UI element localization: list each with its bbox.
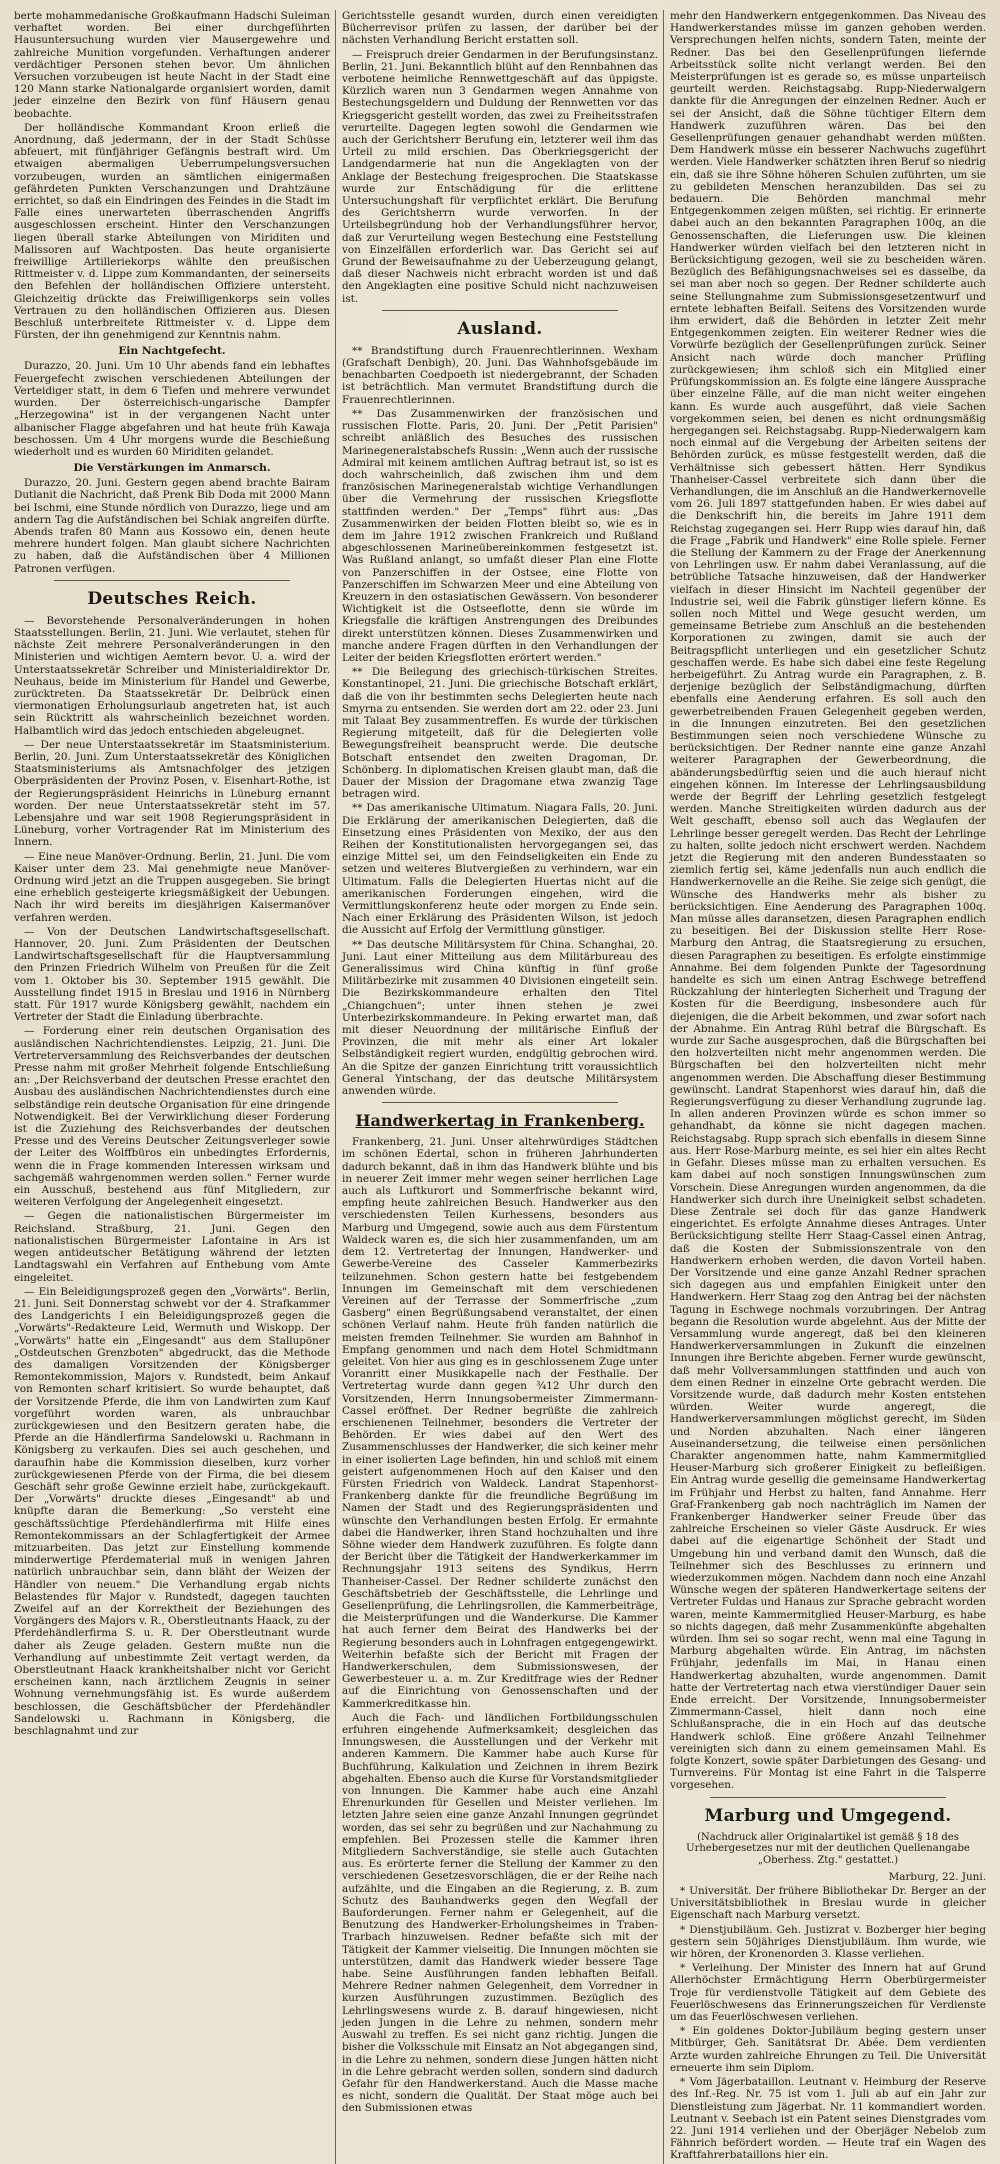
article-paragraph: * Ein goldenes Doktor-Jubiläum beging gestern unser Mitbürger, Geh. Sanitätsrat Dr. Abée. Dem verdienten Arzte wurden zahlreiche Ehrungen zu Teil. Die Universität erneuerte ihm sein Diplom. [670,2025,986,2074]
article-paragraph: ** Das deutsche Militärsystem für China. Schanghai, 20. Juni. Laut einer Mitteilung aus dem Militärbureau des Generalissimus wird China künftig in fünf große Militärbezirke mit zusammen 40 Divisionen eingeteilt sein. Die Bezirkskommandeure erhalten den Titel „Chiangchuen"; unter ihnen stehen je zwei Unterbezirkskommandeure. In Peking erwartet man, daß mit dieser Neuordnung der militärische Einfluß der Provinzen, die mit mehr als einer Art lokaler Selbständigkeit regiert wurden, endgültig gebrochen wird. An die Spitze der ganzen Einrichtung tritt voraussichtlich General Yintschang, der das deutsche Militärsystem anwenden würde. [342,938,658,1098]
subheading-verstaerkungen: Die Verstärkungen im Anmarsch. [73,462,271,475]
article-paragraph: ** Das amerikanische Ultimatum. Niagara Falls, 20. Juni. Die Erklärung der amerikanischen Delegierten, daß die Einsetzung eines Präsidenten von Mexiko, der aus den Reihen der Konstitutionalisten hervorgegangen sei, das einzige Mittel sei, um den Feindseligkeiten ein Ende zu setzen und weiteres Blutvergießen zu verhindern, war ein Ultimatum. Falls die Delegierten Huertas nicht auf die amerikanischen Forderungen eingehen, wird die Vermittlungskonferenz heute oder morgen zu Ende sein. Nach einer Erklärung des Präsidenten Wilson, ist jedoch die Aussicht auf Erfolg der Vermittlung günstiger. [342,802,658,937]
article-paragraph: — Bevorstehende Personalveränderungen in hohen Staatsstellungen. Berlin, 21. Juni. Wie verlautet, stehen für nächste Zeit mehrere Personalveränderungen in den Ministerien und wichtigen Aemtern bevor. U. a. wird der Unterstaatssekretär Schreiber und Ministerialdirektor Dr. Neuhaus, beide im Ministerium für Handel und Gewerbe, zurücktreten. Da Staatssekretär Dr. Delbrück einen viermonatigen Erholungsurlaub angetreten hat, ist auch sein Rücktritt als wahrscheinlich bezeichnet worden. Halbamtlich wird das jedoch entschieden abgeleugnet. [14,614,330,737]
divider [382,310,618,311]
divider [382,1102,618,1103]
article-paragraph: — Ein Beleidigungsprozeß gegen den „Vorwärts". Berlin, 21. Juni. Seit Donnerstag schwebt vor der 4. Strafkammer des Landgerichts I ein Beleidigungsprozeß gegen die „Vorwärts"-Redakteure Leid, Wermuth und Wiskopp. Der „Vorwärts" hatte ein „Eingesandt" aus dem Stallupöner „Ostdeutschen Grenzboten" abgedruckt, das die Methode des damaligen Vorsitzenden der Königsberger Remontekommission, Majors v. Rundstedt, beim Ankauf von Remonten scharf kritisiert. So wurde behauptet, daß der Vorsitzende Pferde, die ihm von Landwirten zum Kauf vorgeführt worden waren, als unbrauchbar zurückgewiesen und den Besitzern geraten habe, die Pferde an die Händlerfirma Sandelowski u. Rachmann in Königsberg zu verkaufen. Dies sei auch geschehen, und daraufhin habe die Kommission dieselben, kurz vorher zurückgewiesenen Pferde von der Firma, die bei diesem Geschäft sehr große Gewinne erzielt habe, zurückgekauft. Der „Vorwärts" druckte dieses „Eingesandt" ab und knüpfte daran die Bemerkung: „So versteht eine geschäftssüchtige Pferdehändlerfirma mit Hilfe eines Remontekommissars an der Schlagfertigkeit der Armee mitzuarbeiten. Das jetzt zur Einstellung kommende minderwertige Pferdematerial muß in wenigen Jahren natürlich unbrauchbar sein, dann bläht der Weizen der Händler von neuem." Die Verhandlung ergab nichts Belastendes für Major v. Rundstedt, dagegen tauchten Zweifel auf an der Korrektheit der Beziehungen des Vorgängers des Majors v. R., Oberstleutnants Haack, zu der Pferdehändlerfirma S. u. R. Der Oberstleutnant wurde daher als Zeuge geladen. Gestern mußte nun die Verhandlung auf unbestimmte Zeit vertagt werden, da Oberstleutnant Haack krankheitshalber nicht vor Gericht erscheinen kann, nach ärztlichem Zeugnis in seiner Wohnung vernehmungsfähig ist. Es wurde außerdem beschlossen, die Geschäftsbücher der Pferdehändler Sandelowski u. Rachmann in Königsberg, die beschlagnahmt und zur [14,1285,330,1738]
article-paragraph: * Vom Jägerbataillon. Leutnant v. Heimburg der Reserve des Inf.-Reg. Nr. 75 ist vom 1. Juli ab auf ein Jahr zur Dienstleistung zum Jägerbat. Nr. 11 kommandiert worden. Leutnant v. Seebach ist ein Patent seines Dienstgrades vom 22. Juni 1914 verliehen und der Oberjäger Nebelob zum Fähnrich befördert worden. — Heute traf ein Wagen des Kraftfahrerbataillons hier ein. [670,2076,986,2162]
section-heading-handwerkertag: Handwerkertag in Frankenberg. [355,1111,645,1131]
article-paragraph: * Dienstjubiläum. Geh. Justizrat v. Bozberger hier beging gestern sein 50jähriges Dienstjubiläum. Ihm wurde, wie wir hören, der Kronenorden 3. Klasse verliehen. [670,1923,986,1961]
article-paragraph: — Gegen die nationalistischen Bürgermeister im Reichsland. Straßburg, 21. Juni. Gegen den nationalistischen Bürgermeister Lafontaine in Ars ist wegen antideutscher Betätigung während der letzten Landtagswahl ein Verfahren auf Enthebung vom Amte eingeleitet. [14,1210,330,1284]
reprint-notice: (Nachdruck aller Originalartikel ist gemäß § 18 des Urhebergesetzes nur mit der deutlichen Quellenangabe „Oberhess. Ztg." gestattet.) [686,1831,970,1867]
column-2 [342,10,658,2164]
section-heading-ausland: Ausland. [457,318,543,339]
article-paragraph: — Der neue Unterstaatssekretär im Staatsministerium. Berlin, 20. Juni. Zum Unterstaatssekretär des Königlichen Staatsministeriums als Amtsnachfolger des jetzigen Oberpräsidenten der Provinz Posen, v. Eisenhart-Rothe, ist der Regierungspräsident Heinrichs in Lüneburg ernannt worden. Der neue Unterstaatssekretär steht im 57. Lebensjahre und war seit 1908 Regierungspräsident in Lüneburg, vorher Vortragender Rat im Ministerium des Innern. [14,738,330,849]
column-1 [14,10,330,2164]
divider [54,580,290,581]
article-paragraph: Durazzo, 20. Juni. Gestern gegen abend brachte Bairam Dutlanit die Nachricht, daß Prenk Bib Doda mit 2000 Mann bei Ischmi, eine Stunde nördlich von Durazzo, liege und am andern Tag die Aufständischen bei Schiak angreifen dürfte. Abends trafen 80 Mann aus Kossowo ein, denen heute mehrere hundert folgen. Man glaubt sichere Nachrichten zu haben, daß die Aufständischen über 4 Millionen Patronen verfügen. [14,477,330,575]
article-paragraph: * Universität. Der frühere Bibliothekar Dr. Berger an der Universitätsbibliothek in Breslau wurde in gleicher Eigenschaft nach Marburg versetzt. [670,1885,986,1922]
article-paragraph: Der holländische Kommandant Kroon erließ die Anordnung, daß jedermann, der in der Stadt Schüsse abfeuert, mit fünfjähriger Gefängnis bestraft wird. Um etwaigen abermaligen Ueberrumpelungsversuchen vorzubeugen, wurden an sämtlichen einigermaßen gefährdeten Punkten Verschanzungen und Drahtzäune errichtet, so daß ein Eindringen des Feindes in die Stadt im Falle eines unerwarteten überraschenden Angriffs ausgeschlossen erscheint. Hinter den Verschanzungen liegen überall starke Abteilungen von Miriditen und Malissoren auf Wachtposten. Das heute organisierte freiwillige Artilleriekorps wählte den preußischen Rittmeister v. d. Lippe zum Kommandanten, der seinerseits den Befehlen der holländischen Offiziere untersteht. Gleichzeitig drückte das Freiwilligenkorps sein volles Vertrauen zu den holländischen Offizieren aus. Diesen Beschluß unterbreitete Rittmeister v. d. Lippe dem Fürsten, der ihn genehmigend zur Kenntnis nahm. [14,121,330,342]
dateline: Marburg, 22. Juni. [888,1871,986,1884]
article-paragraph: * Verleihung. Der Minister des Innern hat auf Grund Allerhöchster Ermächtigung Herrn Oberbürgermeister Troje für verdienstvolle Tätigkeit auf dem Gebiete des Feuerlöschwesens das Erinnerungszeichen für Verdienste um das Feuerlöschwesen verliehen. [670,1962,986,2024]
article-paragraph: ** Brandstiftung durch Frauenrechtlerinnen. Wexham (Grafschaft Denbigh), 20. Juni. Das Wahnhofsgebäude im benachbarten Coedpoeth ist niedergebrannt, der Schaden ist beträchtlich. Man vermutet Brandstiftung durch die Frauenrechtlerinnen. [342,344,658,406]
article-paragraph: ** Das Zusammenwirken der französischen und russischen Flotte. Paris, 20. Juni. Der „Petit Parisien" schreibt anläßlich des Besuches des russischen Marinegeneralstabschefs Russin: „Wenn auch der russische Admiral mit keinem amtlichen Auftrag betraut ist, so ist es doch wahrscheinlich, daß zwischen ihm und dem französischen Marinegeneralstab wichtige Verhandlungen über die Vermehrung der russischen Kriegsflotte stattfinden werden." Der „Temps" führt aus: „Das Zusammenwirken der beiden Flotten bleibt so, wie es in dem im Jahre 1912 zwischen Frankreich und Rußland abgeschlossenen Marineübereinkommen festgesetzt ist. Was Rußland anlangt, so umfaßt dieser Plan eine Flotte von Panzerschiffen in der Ostsee, eine Flotte von Panzerschiffen im Schwarzen Meer und eine Abteilung von Kreuzern in den ostasiatischen Gewässern. Von besonderer Wichtigkeit ist die Ostseeflotte, denn sie würde im Kriegsfalle die kräftigen Anstrengungen des Dreibundes direkt unterstützen können. Dieses Zusammenwirken und manche andere Fragen dürften in den Verhandlungen der Leiter der beiden Kriegsflotten erörtert werden." [342,407,659,664]
subheading-nachtgefecht: Ein Nachtgefecht. [118,345,226,358]
article-paragraph: Auch die Fach- und ländlichen Fortbildungsschulen erfuhren eingehende Aufmerksamkeit; desgleichen das Innungswesen, die Ausstellungen und der Verkehr mit anderen Kammern. Die Kammer habe auch Kurse für Buchführung, Kalkulation und Zeichnen in ihrem Bezirk abgehalten. Ebenso auch die Kurse für Vorstandsmitglieder von Innungen. Die Kammer habe auch eine Anzahl Ehrenurkunden für Gesellen und Meister verliehen. Im letzten Jahre seien eine ganze Anzahl Innungen gegründet worden, das sei sehr zu begrüßen und zur Nachahmung zu empfehlen. Bei Prozessen stelle die Kammer ihren Mitgliedern Sachverständige, sie stelle auch Gutachten aus. Es erörterte ferner die Stellung der Kammer zu den verschiedenen Gesetzesvorschlägen, die er der Reihe nach aufzählte, und die Eingaben an die Regierung, z. B. zum Schutz des Bauhandwerks gegen den Wegfall der Bauforderungen. Ferner nahm er Gelegenheit, auf die Benutzung des Handwerker-Erholungsheimes in Traben-Trarbach hinzuweisen. Redner befaßte sich mit der Tätigkeit der Kammer vielseitig. Die Innungen möchten sie unterstützen, damit das Handwerk wieder bessere Tage habe. Seine Ausführungen fanden lebhaften Beifall. Mehrere Redner nahmen Gelegenheit, dem Vorredner in kurzen Ausführungen zuzustimmen. Bezüglich des Lehrlingswesens wurde z. B. darauf hingewiesen, nicht jeden Jungen in die Lehre zu nehmen, sondern mehr Auswahl zu treffen. Es sei nicht ganz richtig. Jungen die bisher die Volksschule mit Einsatz an Not abgegangen sind, in die Lehre zu nehmen, sondern diese Jungen hätten nicht in die Lehre gebracht werden sollen, sondern sind dadurch Gefahr für den Handwerkerstand. Auch die Masse mache es nicht, sondern die Qualität. Der Staat möge auch bei den Submissionen etwas [342,1711,658,2115]
article-paragraph: — Von der Deutschen Landwirtschaftsgesellschaft. Hannover, 20. Juni. Zum Präsidenten der Deutschen Landwirtschaftsgesellschaft für die Hauptversammlung den Prinzen Friedrich Wilhelm von Preußen für die Zeit vom 1. Oktober bis 30. September 1915 gewählt. Die Ausstellung findet 1915 in Breslau und 1916 in Nürnberg statt. Für 1917 wurde Königsberg gewählt, nachdem ein Vertreter der Stadt die Einladung überbrachte. [14,925,330,1024]
column-3 [670,10,986,2164]
section-heading-deutsches-reich: Deutsches Reich. [87,588,257,609]
article-paragraph: — Forderung einer rein deutschen Organisation des ausländischen Nachrichtendienstes. Leipzig, 21. Juni. Die Vertreterversammlung des Reichsverbandes der deutschen Presse nahm mit großer Mehrheit folgende Entschließung an: „Der Reichsverband der deutschen Presse erachtet den Ausbau des ausländischen Nachrichtendienstes durch eine selbständige rein deutsche Organisation für eine dringende Notwendigkeit. Bei der Verwirklichung dieser Forderung ist die Zuziehung des Reichsverbandes der deutschen Presse und des Vereins Deutscher Zeitungsverleger sowie der Leiter des Wolffbüros ein unbedingtes Erfordernis, wenn die in Frage kommenden Interessen wirksam und sachgemäß wahrgenommen werden sollen." Ferner wurde ein Ausschuß, bestehend aus fünf Mitgliedern, zur weiteren Verfolgung der Angelegenheit eingesetzt. [14,1025,330,1209]
article-paragraph: — Freispruch dreier Gendarmen in der Berufungsinstanz. Berlin, 21. Juni. Bekanntlich blüht auf den Rennbahnen das verbotene heimliche Rennwettgeschäft auf das üppigste. Kürzlich waren nun 3 Gendarmen wegen Annahme von Bestechungsgeldern und Duldung der Rennwetten vor das Kriegsgericht gestellt worden, das zwei zu Freiheitsstrafen verurteilte. Dagegen legten sowohl die Gendarmen wie auch der Gerichtsherr Berufung ein, letzterer weil ihm das Urteil zu mild erschien. Das Oberkriegsgericht der Landgendarmerie hat nun die Angeklagten von der Anklage der Bestechung freigesprochen. Die Staatskasse wurde zur Entschädigung für die erlittene Untersuchungshaft für verpflichtet erklärt. Die Berufung des Gerichtsherrn wurde verworfen. In der Urteilsbegründung hob der Verhandlungsführer hervor, daß zur Verurteilung wegen Bestechung eine Feststellung von Einzelfällen erforderlich war. Das Gericht sei auf Grund der Beweisaufnahme zu der Ueberzeugung gelangt, daß dieser Nachweis nicht erbracht worden ist und daß den Angeklagten eine positive Schuld nicht nachzuweisen ist. [342,48,658,305]
article-paragraph: Frankenberg, 21. Juni. Unser altehrwürdiges Städtchen im schönen Edertal, schon in früheren Jahrhunderten dadurch bekannt, daß in ihm das Handwerk blühte und bis in neuerer Zeit immer mehr wegen seiner herrlichen Lage auch als Luftkurort und Sommerfrische bekannt wird, empfing heute zahlreichen Besuch. Handwerker aus den verschiedensten Teilen Kurhessens, besonders aus Marburg und Umgegend, sowie auch aus dem Fürstentum Waldeck waren es, die sich hier zusammenfanden, um am dem 12. Vertretertag der Innungen, Handwerker- und Gewerbe-Vereine des Casseler Kammerbezirks teilzunehmen. Schon gestern hatte bei festgebendem Innungen im Gemeinschaft mit dem verschiedenen Vereinen auf der Terrasse der Sommerfrische „zum Gasberg" einen Begrüßungsabend veranstaltet, der einen schönen Verlauf nahm. Heute früh fanden natürlich die meisten fremden Teilnehmer. Sie wurden am Bahnhof in Empfang genommen und nach dem Hotel Schmidtmann geleitet. Von hier aus ging es in geschlossenem Zuge unter Voranritt einer Musikkapelle nach der Festhalle. Der Vertretertag wurde dann gegen ¾12 Uhr durch den Vorsitzenden, Herrn Innungsobermeister Zimmermann-Cassel eröffnet. Der Redner begrüßte die zahlreich erschienenen Teilnehmer, besonders die Vertreter der Behörden. Er wies dabei auf den Wert des Zusammenschlusses der Handwerker, die sich keiner mehr in einer isolierten Lage befinden, hin und schloß mit einem geistert aufgenommenen Hoch auf den Kaiser und den Fürsten Friedrich von Waldeck. Landrat Stapenhorst-Frankenberg dankte für die freundliche Begrüßung im Namen der Stadt und des Regierungspräsidenten und wünschte den Verhandlungen besten Erfolg. Er ermahnte dabei die Handwerker, ihren Stand hochzuhalten und ihre Söhne wieder dem Handwerk zuzuführen. Es folgte dann der Bericht über die Tätigkeit der Handwerkerkammer im Rechnungsjahr 1913 seitens des Syndikus, Herrn Thanheiser-Cassel. Der Redner schilderte zunächst den Geschäftsbetrieb der Geschäftsstelle, die Lehrlinge und Gesellenprüfung, die Lehrlingsrollen, die Kammerbeiträge, die Meisterprüfungen und die Wanderkurse. Die Kammer hat auch ferner dem Beirat des Handwerks bei der Regierung besonders auch in Lohnfragen entgegengewirkt. Weiterhin befaßte sich der Bericht mit Fragen der Handwerkerschulen, dem Submissionswesen, der Gewerbesteuer u. a. m. Zur Kreditfrage wies der Redner auf die Einrichtung von Genossenschaften und der Kammerkreditkasse hin. [342,1136,658,1710]
article-paragraph: berte mohammedanische Großkaufmann Hadschi Suleiman verhaftet worden. Bei einer durchgeführten Hausuntersuchung wurden vier Mausergewehre und zahlreiche Munition vorgefunden. Verhaftungen anderer verdächtiger Personen stehen bevor. Um ähnlichen Versuchen vorzubeugen ist heute Nacht in der Stadt eine 120 Mann starke Nationalgarde organisiert worden, damit jeder einzelne den Bezirk von fünf Häusern genau beobachte. [14,10,330,120]
article-paragraph: Gerichtsstelle gesandt wurden, durch einen vereidigten Bücherrevisor prüfen zu lassen, der darüber bei der nächsten Verhandlung Bericht erstatten soll. [342,10,658,47]
section-heading-marburg: Marburg und Umgegend. [704,1805,952,1826]
article-paragraph: — Eine neue Manöver-Ordnung. Berlin, 21. Juni. Die vom Kaiser unter dem 23. Mai genehmigte neue Manöver-Ordnung wird jetzt an die Truppen ausgegeben. Sie bringt eine erheblich gesteigerte kriegsmäßigkeit der Uebungen. Nach ihr wird bereits im diesjährigen Kaisermanöver verfahren werden. [14,850,330,924]
divider [710,1797,946,1798]
article-paragraph: Durazzo, 20. Juni. Um 10 Uhr abends fand ein lebhaftes Feuergefecht zwischen verschiedenen Abteilungen der Verteidiger statt, in dem 6 Tiefen und mehrere verwundet wurden. Der österreichisch-ungarische Dampfer „Herzegowina" ist in der vergangenen Nacht unter albanischer Flagge abgefahren und hat heute früh Kawaja beschossen. Um 4 Uhr morgens wurde die Beschießung wiederholt und es wurden 60 Miriditen gelandet. [14,360,330,458]
article-paragraph: mehr den Handwerkern entgegenkommen. Das Niveau des Handwerkerstandes müsse im ganzen gehoben werden. Versprechungen helfen nichts, sondern Taten, meinte der Redner. Das bei den Gesellenprüfungen liefernde Arbeitsstück sollte nicht verlangt werden. Bei den Meisterprüfungen ist es gerade so, es müsse unparteiisch geurteilt werden. Reichstagsabg. Rupp-Niederwalgern dankte für die Anregungen der einzelnen Redner. Auch er sei der Ansicht, daß die Söhne tüchtiger Eltern dem Handwerk zuzuführen wären. Das bei den Gesellenprüfungen genauer gehandhabt werden müßten. Dem Handwerk müsse ein besserer Nachwuchs zugeführt werden. Viele Handwerker schätzten ihren Beruf so niedrig ein, daß sie ihre Söhne höheren Schulen zuführten, um sie zu gebildeten Menschen heranzubilden. Das sei zu bedauern. Die Behörden manchmal mehr Entgegenkommen zeigen müßten, sei richtig. Er erinnerte dabei auch an den bekannten Paragraphen 100q, an die Genossenschaften, die Lieferungen usw. Die kleinen Handwerker würden vielfach bei den letzteren nicht in Berücksichtigung gezogen, weil sie zu bescheiden wären. Bezüglich des Befähigungsnachweises sei es dasselbe, da sei man aber noch so gegen. Der Redner schilderte auch seine Stellungnahme zum Submissionsgesetzentwurf und erntete lebhaften Beifall. Seitens des Vorsitzenden wurde ihm erwidert, daß die Behörden in letzter Zeit mehr Entgegenkommen zeigten. Ein weiterer Redner wies die Vorwürfe bezüglich der Gesellenprüfungen zurück. Seiner Ansicht nach würde doch mancher Prüfling zurückgewiesen; ihm schloß sich ein Mitglied einer Prüfungskommission an. Es folgte eine längere Aussprache über einzelne Fälle, auf die man nicht weiter eingehen kann. Es wurde auch ausgeführt, daß viele Sachen vorgekommen seien, bei denen es nicht ordnungsmäßig hergegangen sei. Reichstagsabg. Rupp-Niederwalgern kam noch einmal auf die Vergebung der Arbeiten seitens der Behörden zurück, es müsse festgestellt werden, daß die Verhältnisse sich gebessert hätten. Herr Syndikus Thanheiser-Cassel verbreitete sich dann über die Verhandlungen, die im Anschluß an die Handwerkernovelle vom 26. Juli 1897 stattgefunden haben. Er wies dabei auf die Denkschrift hin, die bereits im Jahre 1911 dem Reichstag zugegangen sei. Herr Rupp wies darauf hin, daß die Frage „Fabrik und Handwerk" eine Rolle spiele. Ferner die Stellung der Kammern zu der Frage der Anerkennung von Lehrlingen usw. Er nahm dabei Veranlassung, auf die betrübliche Tatsache hinzuweisen, daß der Handwerker vielfach in dieser Hinsicht im Nachteil gegenüber der Industrie sei, weil die Fabrik günstiger liefern könne. Es sollen noch Mittel und Wege gesucht werden, um gemeinsame Betriebe zum Anschluß an die bestehenden Korporationen zu zwingen, damit sie auch der Beitragspflicht unterliegen und ein gesetzlicher Schutz geschaffen werde. Es habe sich dabei eine feste Regelung herbeigeführt. Zu Antrag wurde ein Paragraphen, z. B. derjenige bezüglich der Selbständigmachung, dürften ebenfalls eine Aenderung erfahren. Es soll auch den gewerbetreibenden Frauen Gelegenheit gegeben werden, in die Innungen einzutreten. Bei den gesetzlichen Bestimmungen seien noch verschiedene Wünsche zu berücksichtigen. Der Redner nannte eine ganze Anzahl weiterer Paragraphen der Gewerbeordnung, die abänderungsbedürftig seien und die auch hierauf nicht eingehen können. Im Interesse der Lehrlingsausbildung werde der Begriff der Lehrling gesetzlich festgelegt werden. Manche Streitigkeiten würden dadurch aus der Welt geschafft, ebenso soll auch das Weglaufen der Lehrlinge besser geregelt werden. Das Recht der Lehrlinge zu halten, sollte jedoch nicht erschwert werden. Nachdem jetzt die Regierung mit den anderen Bundesstaaten so ziemlich fertig sei, käme jedenfalls nun auch endlich die Handwerkernovelle an die Reihe. Sie zeige sich genügt, die Wünsche des Handwerks mehr als bisher zu berücksichtigen. Eine Aenderung des Paragraphen 100q. Man müsse alles daransetzen, diesen Paragraphen endlich zu beseitigen. Bei der Diskussion stellte Herr Rose-Marburg den Antrag, die Staatsregierung zu ersuchen, diesen Paragraphen zu beseitigen. Es erfolgte einstimmige Annahme. Bei dem folgenden Punkte der Tagesordnung handelte es sich um einen Antrag Eschwege betreffend Rückzahlung der hinterlegten Sicherheit und Tragung der Kosten für die Beerdigung, insbesondere auch für diejenigen, die die Arbeit bekommen, und zwar sofort nach der Abnahme. Ein Antrag Rühl betraf die Bürgschaft. Es wurde zur Sache ausgesprochen, daß die Bürgschaften bei den holzverteilten nicht mehr angenommen werden. Die Bürgschaften bei den holzverteilten nicht mehr angenommen werden. Die Abschaffung dieser Bestimmung gewünscht. Landrat Stapenhorst wies darauf hin, daß die Regierungsverfügung zu dieser Verhandlung zugrunde lag. In allen anderen Provinzen würde es schon immer so gehandhabt, da könne sie nicht dagegen machen. Reichstagsabg. Rupp sprach sich ebenfalls in diesem Sinne aus. Herr Rose-Marburg meinte, es sei hier ein altes Recht in Gefahr. Dieses müsse man zu erhalten versuchen. Es kam dabei auf noch sonstigen Innungswünschen zum Vorschein. Diese Anregungen wurden angenommen, da die Handwerker sich durch ihre Uneinigkeit selbst schadeten. Diese Zentrale sei doch für das ganze Handwerk eingerichtet. Es erfolgte Annahme dieses Antrages. Unter Berücksichtigung stellte Herr Staag-Cassel einen Antrag, daß die Kosten der Submissionszentrale von den Handwerkern erhoben werden, die davon Vorteil haben. Der Vorsitzende und eine ganze Anzahl Redner sprachen sich dagegen aus und empfahlen Einigkeit unter den Handwerkern. Herr Staag zog den Antrag bei der nächsten Tagung in Eschwege nochmals vorzubringen. Der Antrag begann die Resolution wurde abgelehnt. Aus der Mitte der Versammlung wurde angeregt, daß bei den kleineren Handwerkerversammlungen in Zukunft die einzelnen Innungen ihre Berichte abgeben. Ferner wurde gewünscht, daß mehr Vollversammlungen stattfinden und auch von dem einen Redner in einzelne Orte gebracht werden. Die Vorsitzende wurde, daß dadurch mehr Kosten entstehen würden. Weiter wurde angeregt, die Handwerkerversammlungen möglichst gerecht, im Süden und Norden abzuhalten. Nach einer längeren Auseinandersetzung, die teilweise einen persönlichen Charakter angenommen hatte, nahm Kammermitglied Heuser-Marburg sich großerer Einigkeit zu befleißigen. Ein Antrag wurde gesellig die gemeinsame Handwerkertag im Frühjahr und Herbst zu halten, fand Annahme. Herr Graf-Frankenberg gab noch nachträglich im Namen der Frankenberger Handwerker seiner Freude über das zahlreiche Erscheinen so vieler Gäste Ausdruck. Er wies dabei auf die eigenartige Schönheit der Stadt und Umgebung hin und verband damit den Wunsch, daß die Teilnehmer sich des Beschlusses zu erinnern und wiederzukommen mögen. Nachdem dann noch eine Anzahl Wünsche wegen der späteren Handwerkertage seitens der Vertreter Fuldas und Hanaus zur Sprache gebracht worden waren, meinte Kammermitglied Heuser-Marburg, es habe so nichts dagegen, daß mehr Zusammenkünfte abgehalten würden. Ihm sei so sogar recht, wenn mal eine Tagung in Marburg abgehalten würde. Ein Antrag, im nächsten Frühjahr, jedenfalls im Mai, in Hanau einen Handwerkertag abzuhalten, wurde angenommen. Damit hatte der Vertretertag nach etwa vierstündiger Dauer sein Ende erreicht. Der Vorsitzende, Innungsobermeister Zimmermann-Cassel, hielt dann noch eine Schlußansprache, die in ein Hoch auf das deutsche Handwerk schloß. Eine größere Anzahl Teilnehmer vereinigten sich dann zu einem gemeinsamen Mahl. Es folgte Konzert, sowie später Darbietungen des Gesang- und Turnvereins. Für Montag ist eine Fahrt in die Talsperre vorgesehen. [670,10,986,1792]
article-paragraph: ** Die Beilegung des griechisch-türkischen Streites. Konstantinopel, 21. Juni. Die griechische Botschaft erklärt, daß die von ihr bestimmten sechs Delegierten heute nach Smyrna zu entsenden. Sie werden dort am 22. oder 23. Juni mit Talaat Bey zusammentreffen. Es wurde der türkischen Regierung mitgeteilt, daß für die Delegierten volle Bewegungsfreiheit beansprucht werde. Die deutsche Botschaft entsendet den zweiten Dragoman, Dr. Schönberg. In diplomatischen Kreisen glaubt man, daß die Dauer der Mission der Dragomane etwa zwanzig Tage betragen wird. [342,666,659,801]
